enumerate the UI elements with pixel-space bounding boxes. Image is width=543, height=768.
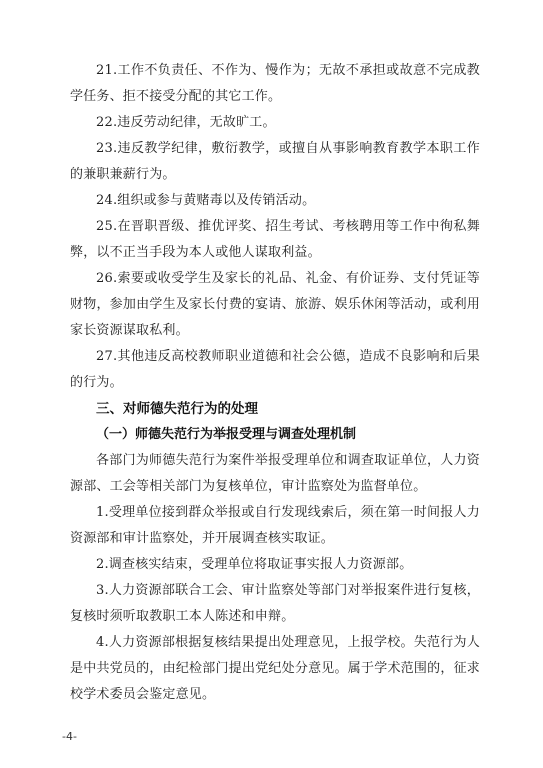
document-body xyxy=(70,58,480,708)
paragraph-step-1: 1.受理单位接到群众举报或自行发现线索后，须在第一时间报人力资源部和审计监察处，并开展调查核实取证。 xyxy=(70,505,480,546)
page-number: -4- xyxy=(62,730,77,743)
paragraph-25: 25.在晋职晋级、推优评奖、招生考试、考核聘用等工作中徇私舞弊，以不正当手段为本人或他人谋取利益。 xyxy=(70,219,480,260)
paragraph-step-4: 4.人力资源部根据复核结果提出处理意见，上报学校。失范行为人是中共党员的，由纪检部门提出党纪处分意见。属于学术范围的，征求校学术委员会鉴定意见。 xyxy=(70,635,480,702)
paragraph-step-2: 2.调查核实结束，受理单位将取证事实报人力资源部。 xyxy=(96,557,413,572)
paragraph-departments: 各部门为师德失范行为案件举报受理单位和调查取证单位，人力资源部、工会等相关部门为复核单位，审计监察处为监督单位。 xyxy=(70,453,480,494)
paragraph-22: 22.违反劳动纪律，无故旷工。 xyxy=(96,115,276,130)
paragraph-step-3: 3.人力资源部联合工会、审计监察处等部门对举报案件进行复核，复核时须听取教职工本人陈述和申辩。 xyxy=(70,583,480,624)
paragraph-27: 27.其他违反高校教师职业道德和社会公德，造成不良影响和后果的行为。 xyxy=(70,349,480,390)
subsection-heading: （一）师德失范行为举报受理与调查处理机制 xyxy=(96,427,357,442)
paragraph-24: 24.组织或参与黄赌毒以及传销活动。 xyxy=(96,193,316,208)
paragraph-23: 23.违反教学纪律，敷衍教学，或擅自从事影响教育教学本职工作的兼职兼薪行为。 xyxy=(70,141,480,182)
paragraph-21: 21.工作不负责任、不作为、慢作为；无故不承担或故意不完成教学任务、拒不接受分配的其它工作。 xyxy=(70,63,480,104)
paragraph-26: 26.索要或收受学生及家长的礼品、礼金、有价证券、支付凭证等财物，参加由学生及家长付费的宴请、旅游、娱乐休闲等活动，或利用家长资源谋取私利。 xyxy=(70,271,480,338)
section-heading: 三、对师德失范行为的处理 xyxy=(96,401,258,417)
